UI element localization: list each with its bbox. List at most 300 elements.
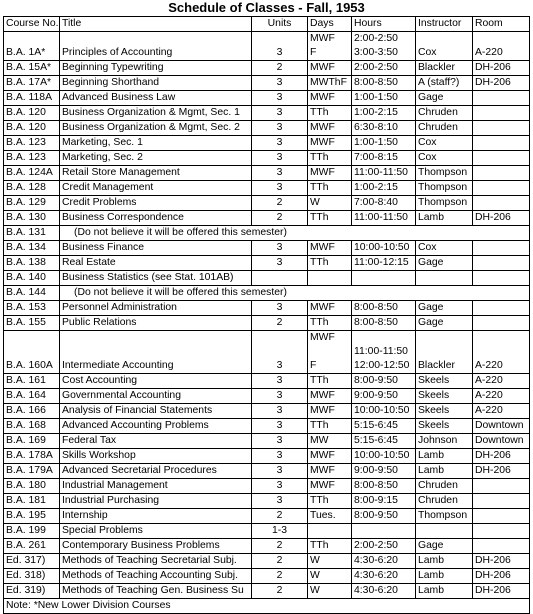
days-cell bbox=[308, 76, 352, 91]
days-cell bbox=[308, 419, 352, 434]
room-cell bbox=[473, 241, 530, 256]
hours-cell bbox=[352, 374, 416, 389]
room-cell bbox=[473, 479, 530, 494]
units-cell: 3 bbox=[252, 479, 308, 494]
days-cell bbox=[308, 241, 352, 256]
days-cell bbox=[308, 404, 352, 419]
note-cell: (Do not believe it will be offered this semester) bbox=[60, 286, 530, 301]
days-line: MWF bbox=[310, 302, 335, 313]
units-cell: 2 bbox=[252, 196, 308, 211]
instructor-cell bbox=[416, 524, 473, 539]
hours-cell bbox=[352, 106, 416, 121]
instructor-cell: Gage bbox=[416, 256, 473, 271]
days-line: MWF bbox=[310, 465, 335, 476]
room-cell bbox=[473, 524, 530, 539]
room-cell: DH-206 bbox=[473, 569, 530, 584]
days-line: MWF bbox=[310, 390, 335, 401]
course-no-cell: B.A. 261 bbox=[4, 539, 60, 554]
hours-cell bbox=[352, 479, 416, 494]
units-cell: 2 bbox=[252, 539, 308, 554]
course-no-cell: B.A. 168 bbox=[4, 419, 60, 434]
room-cell bbox=[473, 539, 530, 554]
days-cell bbox=[308, 494, 352, 509]
hours-cell bbox=[352, 181, 416, 196]
table-row bbox=[4, 196, 530, 211]
table-row bbox=[4, 331, 530, 374]
room-cell bbox=[473, 316, 530, 331]
room-cell: DH-206 bbox=[473, 76, 530, 91]
course-no-cell: B.A. 124A bbox=[4, 166, 60, 181]
units-cell: 3 bbox=[252, 449, 308, 464]
units-cell: 3 bbox=[252, 121, 308, 136]
course-no-cell: B.A. 120 bbox=[4, 121, 60, 136]
instructor-cell: Cox bbox=[416, 136, 473, 151]
days-line: MWF bbox=[310, 332, 335, 343]
course-no-cell: B.A. 17A* bbox=[4, 76, 60, 91]
room-cell bbox=[473, 136, 530, 151]
header-hours: Hours bbox=[352, 17, 416, 32]
hours-line: 2:00-2:50 bbox=[354, 62, 398, 73]
hours-line: 9:00-9:50 bbox=[354, 390, 398, 401]
title-cell: Federal Tax bbox=[60, 434, 252, 449]
footnote-row bbox=[4, 599, 530, 614]
hours-cell bbox=[352, 554, 416, 569]
hours-cell bbox=[352, 196, 416, 211]
hours-line: 8:00-8:50 bbox=[354, 302, 398, 313]
hours-line: 8:00-9:15 bbox=[354, 495, 398, 506]
title-cell: Retail Store Management bbox=[60, 166, 252, 181]
course-no-cell: B.A. 166 bbox=[4, 404, 60, 419]
hours-cell bbox=[352, 256, 416, 271]
hours-line: 10:00-10:50 bbox=[354, 405, 410, 416]
hours-line: 9:00-9:50 bbox=[354, 465, 398, 476]
instructor-cell: Cox bbox=[416, 241, 473, 256]
table-row bbox=[4, 32, 530, 61]
instructor-cell: Lamb bbox=[416, 449, 473, 464]
instructor-cell: Thompson bbox=[416, 509, 473, 524]
days-cell bbox=[308, 166, 352, 181]
header-course-no: Course No. bbox=[4, 17, 60, 32]
course-no-cell: B.A. 1A* bbox=[4, 32, 60, 61]
course-no-cell: B.A. 123 bbox=[4, 136, 60, 151]
hours-line: 1:00-1:50 bbox=[354, 92, 398, 103]
days-cell bbox=[308, 449, 352, 464]
header-units: Units bbox=[252, 17, 308, 32]
days-cell bbox=[308, 106, 352, 121]
hours-cell bbox=[352, 419, 416, 434]
title-cell: Marketing, Sec. 2 bbox=[60, 151, 252, 166]
table-row bbox=[4, 91, 530, 106]
instructor-cell: Gage bbox=[416, 91, 473, 106]
days-cell bbox=[308, 211, 352, 226]
days-line: MWF bbox=[310, 137, 335, 148]
hours-cell bbox=[352, 494, 416, 509]
room-cell: DH-206 bbox=[473, 211, 530, 226]
course-no-cell: Ed. 318) bbox=[4, 569, 60, 584]
table-row bbox=[4, 539, 530, 554]
course-no-cell: B.A. 15A* bbox=[4, 61, 60, 76]
course-no-cell: B.A. 144 bbox=[4, 286, 60, 301]
units-cell: 2 bbox=[252, 316, 308, 331]
hours-line: 2:00-2:50 bbox=[354, 33, 398, 44]
course-no-cell: B.A. 123 bbox=[4, 151, 60, 166]
days-cell bbox=[308, 196, 352, 211]
table-row bbox=[4, 449, 530, 464]
header-days: Days bbox=[308, 17, 352, 32]
title-cell: Advanced Accounting Problems bbox=[60, 419, 252, 434]
instructor-cell: Skeels bbox=[416, 389, 473, 404]
units-cell: 3 bbox=[252, 404, 308, 419]
room-cell bbox=[473, 509, 530, 524]
hours-cell bbox=[352, 211, 416, 226]
hours-cell bbox=[352, 166, 416, 181]
days-cell bbox=[308, 389, 352, 404]
instructor-cell: Lamb bbox=[416, 554, 473, 569]
title-cell: Cost Accounting bbox=[60, 374, 252, 389]
days-line: MWF bbox=[310, 122, 335, 133]
table-row bbox=[4, 479, 530, 494]
title-cell: Personnel Administration bbox=[60, 301, 252, 316]
table-row bbox=[4, 494, 530, 509]
title-cell: Industrial Purchasing bbox=[60, 494, 252, 509]
hours-line: 7:00-8:40 bbox=[354, 197, 398, 208]
hours-line bbox=[354, 331, 413, 345]
room-cell bbox=[473, 271, 530, 286]
table-row bbox=[4, 256, 530, 271]
units-cell: 3 bbox=[252, 241, 308, 256]
days-cell bbox=[308, 479, 352, 494]
title-cell: Credit Management bbox=[60, 181, 252, 196]
table-row bbox=[4, 181, 530, 196]
title-cell: Business Statistics (see Stat. 101AB) bbox=[60, 271, 252, 286]
course-no-cell: B.A. 181 bbox=[4, 494, 60, 509]
days-line: MWF bbox=[310, 33, 335, 44]
table-row bbox=[4, 121, 530, 136]
title-cell: Internship bbox=[60, 509, 252, 524]
units-cell: 3 bbox=[252, 434, 308, 449]
units-cell: 2 bbox=[252, 569, 308, 584]
hours-cell bbox=[352, 121, 416, 136]
hours-line: 7:00-8:15 bbox=[354, 152, 398, 163]
title-cell: Governmental Accounting bbox=[60, 389, 252, 404]
footnote: Note: *New Lower Division Courses bbox=[4, 599, 530, 614]
units-cell: 3 bbox=[252, 32, 308, 61]
room-cell: A-220 bbox=[473, 32, 530, 61]
title-cell: Credit Problems bbox=[60, 196, 252, 211]
room-cell bbox=[473, 121, 530, 136]
days-line: MWF bbox=[310, 92, 335, 103]
course-no-cell: B.A. 130 bbox=[4, 211, 60, 226]
days-line: TTh bbox=[310, 107, 329, 118]
hours-line: 1:00-1:50 bbox=[354, 137, 398, 148]
instructor-cell bbox=[416, 271, 473, 286]
days-cell bbox=[308, 256, 352, 271]
hours-line: 8:00-8:50 bbox=[354, 77, 398, 88]
table-row bbox=[4, 151, 530, 166]
table-row bbox=[4, 464, 530, 479]
hours-cell bbox=[352, 151, 416, 166]
hours-cell bbox=[352, 584, 416, 599]
table-row bbox=[4, 404, 530, 419]
days-line: MWF bbox=[310, 480, 335, 491]
days-cell bbox=[308, 32, 352, 61]
units-cell: 3 bbox=[252, 106, 308, 121]
days-line: MWThF bbox=[310, 77, 347, 88]
instructor-cell: Gage bbox=[416, 316, 473, 331]
instructor-cell: Lamb bbox=[416, 464, 473, 479]
days-cell bbox=[308, 271, 352, 286]
table-row bbox=[4, 301, 530, 316]
course-no-cell: B.A. 131 bbox=[4, 226, 60, 241]
days-cell bbox=[308, 91, 352, 106]
days-line: MWF bbox=[310, 62, 335, 73]
hours-cell bbox=[352, 569, 416, 584]
course-no-cell: B.A. 118A bbox=[4, 91, 60, 106]
room-cell: A-220 bbox=[473, 374, 530, 389]
table-row bbox=[4, 554, 530, 569]
course-no-cell: B.A. 161 bbox=[4, 374, 60, 389]
course-no-cell: B.A. 140 bbox=[4, 271, 60, 286]
hours-line: 11:00-11:50 bbox=[354, 346, 408, 357]
instructor-cell: Chruden bbox=[416, 106, 473, 121]
header-instructor: Instructor bbox=[416, 17, 473, 32]
units-cell: 3 bbox=[252, 494, 308, 509]
days-line bbox=[310, 345, 349, 359]
days-line: F bbox=[310, 360, 317, 371]
room-cell: A-220 bbox=[473, 404, 530, 419]
title-cell: Advanced Secretarial Procedures bbox=[60, 464, 252, 479]
course-no-cell: Ed. 319) bbox=[4, 584, 60, 599]
instructor-cell: Cox bbox=[416, 151, 473, 166]
hours-line: 8:00-8:50 bbox=[354, 317, 398, 328]
units-cell: 3 bbox=[252, 419, 308, 434]
room-cell bbox=[473, 181, 530, 196]
hours-cell bbox=[352, 136, 416, 151]
hours-line: 5:15-6:45 bbox=[354, 420, 398, 431]
units-cell: 3 bbox=[252, 389, 308, 404]
course-no-cell: B.A. 178A bbox=[4, 449, 60, 464]
table-row bbox=[4, 524, 530, 539]
header-room: Room bbox=[473, 17, 530, 32]
hours-cell bbox=[352, 61, 416, 76]
instructor-cell: Thompson bbox=[416, 181, 473, 196]
room-cell bbox=[473, 151, 530, 166]
units-cell: 3 bbox=[252, 256, 308, 271]
hours-cell bbox=[352, 464, 416, 479]
units-cell: 3 bbox=[252, 91, 308, 106]
days-cell bbox=[308, 539, 352, 554]
room-cell: A-220 bbox=[473, 331, 530, 374]
units-cell: 3 bbox=[252, 151, 308, 166]
hours-cell bbox=[352, 271, 416, 286]
days-line: F bbox=[310, 47, 317, 58]
instructor-cell: A (staff?) bbox=[416, 76, 473, 91]
instructor-cell: Lamb bbox=[416, 569, 473, 584]
units-cell: 3 bbox=[252, 166, 308, 181]
instructor-cell: Skeels bbox=[416, 404, 473, 419]
units-cell: 3 bbox=[252, 374, 308, 389]
room-cell bbox=[473, 196, 530, 211]
room-cell: DH-206 bbox=[473, 584, 530, 599]
hours-line: 11:00-11:50 bbox=[354, 212, 408, 223]
table-row bbox=[4, 106, 530, 121]
hours-cell bbox=[352, 316, 416, 331]
days-cell bbox=[308, 151, 352, 166]
course-no-cell: B.A. 120 bbox=[4, 106, 60, 121]
hours-cell bbox=[352, 524, 416, 539]
instructor-cell: Gage bbox=[416, 301, 473, 316]
instructor-cell: Lamb bbox=[416, 584, 473, 599]
hours-line: 12:00-12:50 bbox=[354, 360, 410, 371]
hours-line bbox=[354, 271, 413, 285]
days-cell bbox=[308, 374, 352, 389]
days-line: TTh bbox=[310, 152, 329, 163]
title-cell: Skills Workshop bbox=[60, 449, 252, 464]
room-cell: DH-206 bbox=[473, 464, 530, 479]
table-row bbox=[4, 389, 530, 404]
days-cell bbox=[308, 301, 352, 316]
table-row bbox=[4, 76, 530, 91]
table-row bbox=[4, 434, 530, 449]
units-cell bbox=[252, 271, 308, 286]
days-line: MWF bbox=[310, 405, 335, 416]
course-no-cell: B.A. 164 bbox=[4, 389, 60, 404]
hours-cell bbox=[352, 301, 416, 316]
table-row bbox=[4, 569, 530, 584]
days-cell bbox=[308, 554, 352, 569]
instructor-cell: Chruden bbox=[416, 494, 473, 509]
title-cell: Beginning Shorthand bbox=[60, 76, 252, 91]
room-cell: A-220 bbox=[473, 389, 530, 404]
header-row bbox=[4, 17, 530, 32]
units-cell: 2 bbox=[252, 211, 308, 226]
days-line: Tues. bbox=[310, 510, 336, 521]
room-cell bbox=[473, 106, 530, 121]
room-cell bbox=[473, 301, 530, 316]
course-no-cell: B.A. 155 bbox=[4, 316, 60, 331]
course-no-cell: Ed. 317) bbox=[4, 554, 60, 569]
days-line: MWF bbox=[310, 167, 335, 178]
hours-line: 4:30-6:20 bbox=[354, 555, 398, 566]
header-title: Title bbox=[60, 17, 252, 32]
table-row bbox=[4, 226, 530, 241]
title-cell: Methods of Teaching Accounting Subj. bbox=[60, 569, 252, 584]
days-line: TTh bbox=[310, 495, 329, 506]
title-cell: Principles of Accounting bbox=[60, 32, 252, 61]
hours-line: 6:30-8:10 bbox=[354, 122, 398, 133]
units-cell: 2 bbox=[252, 554, 308, 569]
hours-cell bbox=[352, 404, 416, 419]
title-cell: Public Relations bbox=[60, 316, 252, 331]
days-line: W bbox=[310, 570, 320, 581]
units-cell: 1-3 bbox=[252, 524, 308, 539]
units-cell: 3 bbox=[252, 136, 308, 151]
hours-line: 1:00-2:15 bbox=[354, 107, 398, 118]
table-row bbox=[4, 271, 530, 286]
course-no-cell: B.A. 199 bbox=[4, 524, 60, 539]
days-cell bbox=[308, 434, 352, 449]
hours-line: 8:00-9:50 bbox=[354, 375, 398, 386]
instructor-cell: Blackler bbox=[416, 331, 473, 374]
title-cell: Real Estate bbox=[60, 256, 252, 271]
room-cell bbox=[473, 256, 530, 271]
days-cell bbox=[308, 584, 352, 599]
days-line: TTh bbox=[310, 317, 329, 328]
days-line: TTh bbox=[310, 420, 329, 431]
note-cell: (Do not believe it will be offered this semester) bbox=[60, 226, 530, 241]
title-cell: Business Correspondence bbox=[60, 211, 252, 226]
instructor-cell: Gage bbox=[416, 539, 473, 554]
table-row bbox=[4, 419, 530, 434]
course-no-cell: B.A. 153 bbox=[4, 301, 60, 316]
title-cell: Business Finance bbox=[60, 241, 252, 256]
days-line: MWF bbox=[310, 242, 335, 253]
course-no-cell: B.A. 160A bbox=[4, 331, 60, 374]
hours-cell bbox=[352, 32, 416, 61]
days-cell bbox=[308, 61, 352, 76]
hours-line: 10:00-10:50 bbox=[354, 242, 410, 253]
days-line bbox=[310, 524, 349, 538]
title-cell: Business Organization & Mgmt, Sec. 1 bbox=[60, 106, 252, 121]
days-cell bbox=[308, 509, 352, 524]
units-cell: 2 bbox=[252, 61, 308, 76]
hours-line: 4:30-6:20 bbox=[354, 585, 398, 596]
units-cell: 2 bbox=[252, 584, 308, 599]
units-cell: 3 bbox=[252, 301, 308, 316]
days-line: TTh bbox=[310, 375, 329, 386]
days-cell bbox=[308, 181, 352, 196]
days-line: TTh bbox=[310, 540, 329, 551]
title-cell: Business Organization & Mgmt, Sec. 2 bbox=[60, 121, 252, 136]
course-no-cell: B.A. 129 bbox=[4, 196, 60, 211]
title-cell: Industrial Management bbox=[60, 479, 252, 494]
days-cell bbox=[308, 569, 352, 584]
table-row bbox=[4, 61, 530, 76]
table-row bbox=[4, 584, 530, 599]
hours-line: 10:00-10:50 bbox=[354, 450, 410, 461]
title-cell: Beginning Typewriting bbox=[60, 61, 252, 76]
course-no-cell: B.A. 128 bbox=[4, 181, 60, 196]
instructor-cell: Skeels bbox=[416, 419, 473, 434]
course-no-cell: B.A. 134 bbox=[4, 241, 60, 256]
hours-cell bbox=[352, 241, 416, 256]
days-line: MW bbox=[310, 435, 329, 446]
hours-cell bbox=[352, 539, 416, 554]
hours-cell bbox=[352, 331, 416, 374]
hours-line bbox=[354, 524, 413, 538]
instructor-cell: Thompson bbox=[416, 196, 473, 211]
room-cell: Downtown bbox=[473, 419, 530, 434]
days-line: W bbox=[310, 197, 320, 208]
hours-line: 8:00-8:50 bbox=[354, 480, 398, 491]
hours-line: 11:00-11:50 bbox=[354, 167, 408, 178]
schedule-table bbox=[3, 16, 530, 614]
days-line: MWF bbox=[310, 450, 335, 461]
table-row bbox=[4, 316, 530, 331]
days-cell bbox=[308, 136, 352, 151]
units-cell: 3 bbox=[252, 76, 308, 91]
hours-cell bbox=[352, 91, 416, 106]
days-line: TTh bbox=[310, 212, 329, 223]
days-line bbox=[310, 271, 349, 285]
hours-line: 2:00-2:50 bbox=[354, 540, 398, 551]
instructor-cell: Chruden bbox=[416, 121, 473, 136]
days-cell bbox=[308, 524, 352, 539]
units-cell: 3 bbox=[252, 181, 308, 196]
hours-line: 3:00-3:50 bbox=[354, 47, 398, 58]
table-row bbox=[4, 211, 530, 226]
room-cell bbox=[473, 166, 530, 181]
